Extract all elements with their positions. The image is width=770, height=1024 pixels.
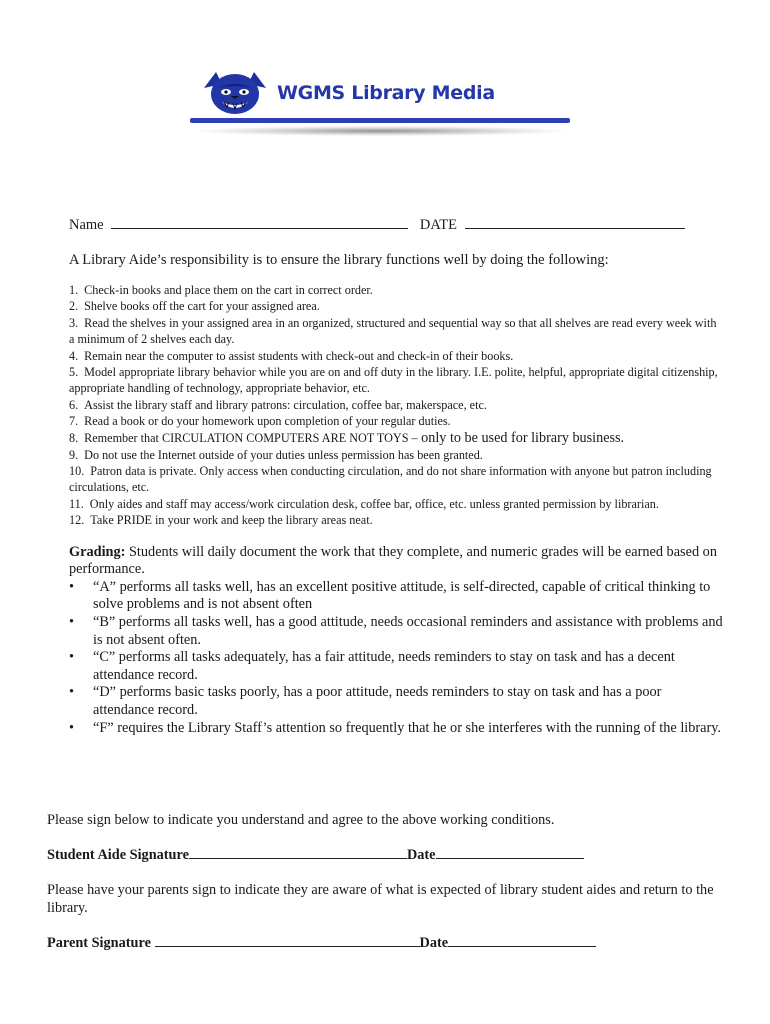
duty-text: Do not use the Internet outside of your duties unless permission has been granted. bbox=[84, 447, 483, 462]
intro-text: A Library Aide’s responsibility is to ensure the library functions well by doing the following: bbox=[69, 252, 609, 268]
grade-text: “F” requires the Library Staff’s attention so frequently that he or she interferes with the running of the library. bbox=[93, 719, 722, 736]
duty-number: 5. bbox=[69, 365, 79, 380]
agree-text: Please sign below to indicate you understand and agree to the above working conditions. bbox=[47, 812, 555, 828]
student-signature-line[interactable] bbox=[189, 847, 407, 859]
duty-number: 1. bbox=[69, 283, 79, 297]
bullet-icon: • bbox=[69, 684, 75, 701]
grading-label: Grading: bbox=[69, 543, 126, 560]
grade-text: “B” performs all tasks well, has a good attitude, needs occasional reminders and assistance with problems and is not absent often. bbox=[93, 614, 723, 648]
duty-text: Read a book or do your homework upon completion of your regular duties. bbox=[84, 414, 451, 429]
date-label: DATE bbox=[419, 217, 457, 233]
duty-number: 4. bbox=[69, 348, 79, 363]
duty-number: 9. bbox=[69, 447, 79, 462]
header-rule-shadow bbox=[196, 126, 566, 136]
header-rule bbox=[190, 118, 570, 123]
duty-text: Check-in books and place them on the cart in correct order. bbox=[84, 283, 373, 297]
duty-number: 10. bbox=[69, 464, 85, 479]
duty-item bbox=[69, 430, 724, 447]
grade-text: “C” performs all tasks adequately, has a fair attitude, needs reminders to stay on task and has a decent attendance record. bbox=[93, 649, 675, 683]
grading-paragraph bbox=[69, 544, 724, 579]
duty-text: Shelve books off the cart for your assigned area. bbox=[84, 299, 320, 314]
grade-text: “D” performs basic tasks poorly, has a poor attitude, needs reminders to stay on task and has a poor attendance record. bbox=[93, 684, 662, 719]
duty-number: 2. bbox=[69, 299, 79, 314]
parent-instruction-text: Please have your parents sign to indicate they are aware of what is expected of library student aides and return to the library. bbox=[47, 882, 714, 916]
duty-number: 12. bbox=[69, 513, 85, 528]
duty-text: Read the shelves in your assigned area in an organized, structured and sequential way so that all shelves are read every week with a minimum of 2 shelves each day. bbox=[69, 315, 717, 347]
duty-number: 8. bbox=[69, 430, 79, 445]
parent-date-label: Date bbox=[419, 935, 449, 951]
grade-item bbox=[69, 614, 724, 649]
bullet-icon: • bbox=[69, 614, 75, 631]
bullet-icon: • bbox=[69, 719, 75, 736]
grade-item bbox=[69, 684, 724, 719]
duty-text-tail: only to be used for library business. bbox=[417, 429, 625, 446]
date-field-line[interactable] bbox=[465, 217, 685, 229]
grade-item bbox=[69, 649, 724, 684]
document-body bbox=[69, 217, 724, 737]
duty-item bbox=[69, 282, 724, 298]
duty-text: Only aides and staff may access/work circulation desk, coffee bar, office, etc. unless granted permission by librarian. bbox=[89, 496, 659, 511]
student-signature-row bbox=[47, 847, 737, 865]
duty-item bbox=[69, 447, 724, 463]
duty-item bbox=[69, 496, 724, 512]
grade-item bbox=[69, 720, 724, 738]
grade-text: “A” performs all tasks well, has an excellent positive attitude, is self-directed, capable of critical thinking to solve problems and is not absent often bbox=[93, 578, 711, 613]
duty-text: Take PRIDE in your work and keep the library areas neat. bbox=[90, 513, 373, 528]
bullet-icon: • bbox=[69, 578, 75, 595]
duty-item bbox=[69, 397, 724, 413]
bullet-icon: • bbox=[69, 649, 75, 666]
duty-item bbox=[69, 413, 724, 429]
name-label: Name bbox=[69, 217, 104, 233]
duty-number: 11. bbox=[69, 496, 84, 511]
duties-list bbox=[69, 282, 724, 529]
duty-item bbox=[69, 463, 724, 496]
student-date-label: Date bbox=[406, 847, 436, 863]
student-date-line[interactable] bbox=[436, 847, 584, 859]
duty-item bbox=[69, 512, 724, 528]
duty-number: 6. bbox=[69, 397, 79, 412]
parent-signature-row bbox=[47, 935, 737, 953]
duty-text: Patron data is private. Only access when conducting circulation, and do not share information with anyone but patron including circulations, etc. bbox=[69, 464, 712, 495]
grading-text: Students will daily document the work that they complete, and numeric grades will be earned based on performance. bbox=[69, 543, 717, 578]
duty-text: Assist the library staff and library patrons: circulation, coffee bar, makerspace, etc. bbox=[84, 397, 487, 412]
name-field-line[interactable] bbox=[111, 217, 408, 229]
wildcat-logo-icon bbox=[200, 68, 270, 116]
duty-item bbox=[69, 364, 724, 397]
parent-signature-line[interactable] bbox=[155, 935, 420, 947]
parent-signature-label: Parent Signature bbox=[47, 935, 155, 951]
student-signature-label: Student Aide Signature bbox=[47, 847, 189, 863]
letterhead-title: WGMS Library Media bbox=[277, 82, 495, 104]
parent-date-line[interactable] bbox=[448, 935, 596, 947]
duty-item bbox=[69, 315, 724, 348]
grades-list bbox=[69, 579, 724, 737]
duty-text: Remember that CIRCULATION COMPUTERS ARE NOT TOYS – bbox=[84, 430, 418, 445]
duty-item bbox=[69, 298, 724, 314]
duty-item bbox=[69, 348, 724, 364]
grade-item bbox=[69, 579, 724, 614]
name-date-row bbox=[69, 217, 724, 234]
letterhead bbox=[190, 62, 580, 157]
duty-number: 3. bbox=[69, 315, 79, 330]
duty-text: Remain near the computer to assist students with check-out and check-in of their books. bbox=[84, 348, 514, 363]
duty-text: Model appropriate library behavior while you are on and off duty in the library. I.E. polite, helpful, appropriate digital citizenship, appropriate handling of technology, appropriate behavior, etc. bbox=[69, 365, 718, 396]
duty-number: 7. bbox=[69, 414, 79, 429]
